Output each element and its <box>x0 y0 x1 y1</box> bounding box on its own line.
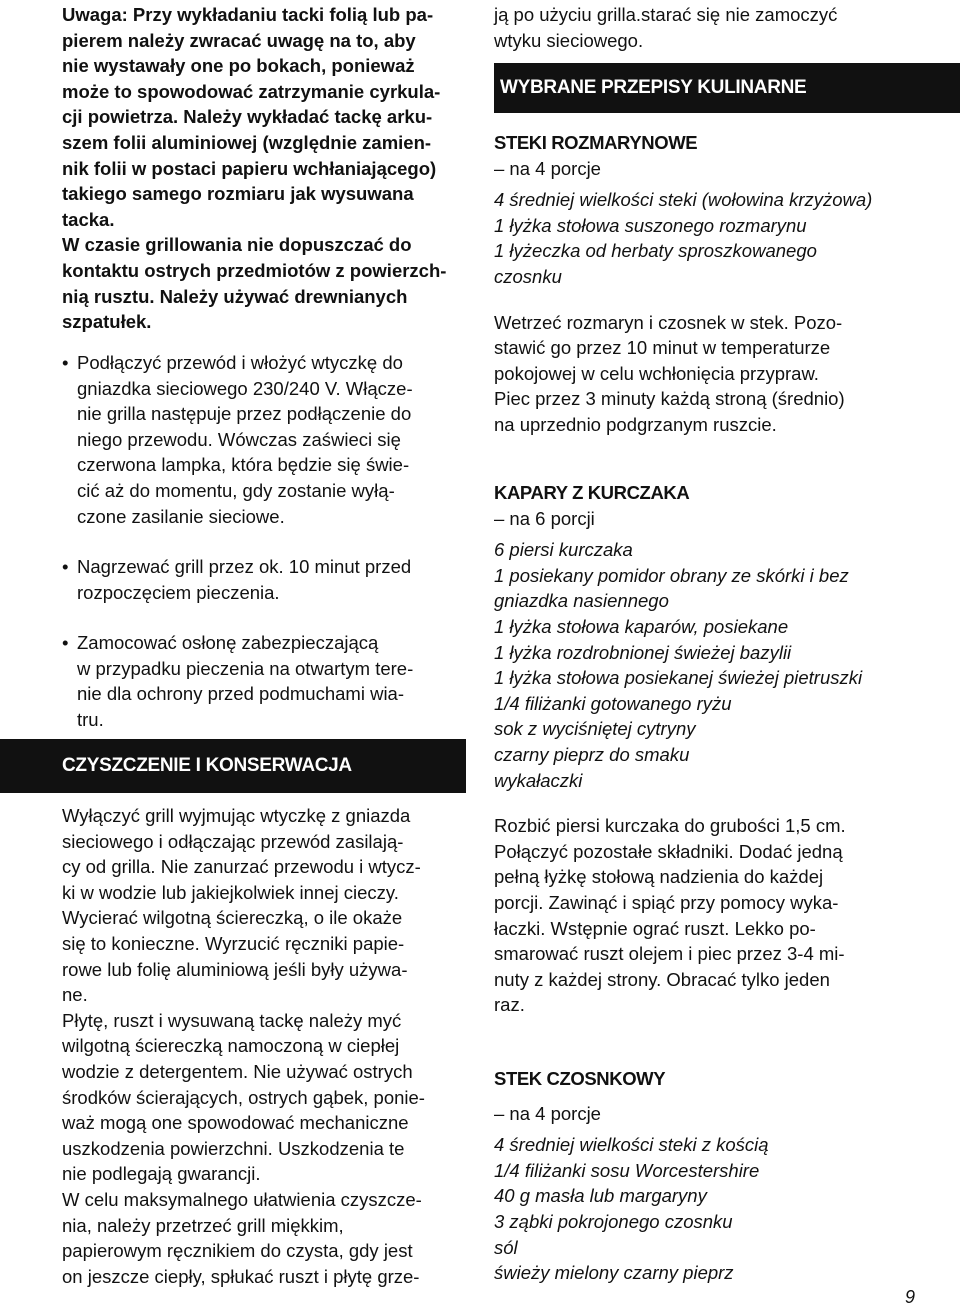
text-line: pełną łyżkę stołową nadzienia do każdej <box>494 866 824 888</box>
text-line: tru. <box>77 708 104 730</box>
recipes-section-title: WYBRANE PRZEPISY KULINARNE <box>500 77 807 98</box>
text-line: łaczki. Wstępnie ograć ruszt. Lekko po- <box>494 917 816 939</box>
text-line: pokojowej w celu wchłonięcia przypraw. <box>494 362 819 384</box>
recipe-garlic-steak <box>494 1066 898 1286</box>
text-line: rozpoczęciem pieczenia. <box>77 581 280 603</box>
text-line: ki w wodzie lub jakiejkolwiek innej cieczy. <box>62 881 399 903</box>
page-number: 9 <box>905 1287 916 1307</box>
text-line: 3 ząbki pokrojonego czosnku <box>494 1210 733 1232</box>
text-line: Płytę, ruszt i wysuwaną tackę należy myć <box>62 1009 402 1031</box>
text-line: 1 łyżeczka od herbaty sproszkowanego <box>494 240 817 262</box>
recipe-title: STEK CZOSNKOWY <box>494 1068 666 1089</box>
text-line: porcji. Zawinąć i spiąć przy pomocy wyka- <box>494 891 839 913</box>
recipe-portions: – na 4 porcje <box>494 157 601 179</box>
text-line: nie wystawały one po bokach, ponieważ <box>62 55 415 77</box>
text-line: 1 łyżka stołowa suszonego rozmarynu <box>494 214 807 236</box>
continued-paragraph <box>494 2 898 53</box>
text-line: Zamocować osłonę zabezpieczającą <box>77 632 379 653</box>
recipe-rosemary-steaks <box>494 130 898 438</box>
text-line: Podłączyć przewód i włożyć wtyczkę do <box>77 352 403 373</box>
warning-paragraph <box>62 2 466 335</box>
recipe-chicken-capers <box>494 480 898 1018</box>
recipe-ingredients <box>494 187 898 289</box>
text-line: 6 piersi kurczaka <box>494 539 633 561</box>
text-line: czosnku <box>494 265 562 287</box>
cleaning-section-banner <box>0 739 466 793</box>
text-line: niego przewodu. Wówczas zaświeci się <box>77 428 401 450</box>
text-line: 1/4 filiżanki sosu Worcestershire <box>494 1159 760 1181</box>
text-line: wtyku sieciowego. <box>494 29 644 51</box>
text-line: sól <box>494 1236 518 1258</box>
text-line: cić aż do momentu, gdy zostanie wyłą- <box>77 479 395 501</box>
text-line: Połączyć pozostałe składniki. Dodać jedną <box>494 840 843 862</box>
recipe-title: STEKI ROZMARYNOWE <box>494 132 698 153</box>
text-line: nik folii w postaci papieru wchłaniającego) <box>62 157 437 179</box>
text-line: nuty z każdej strony. Obracać tylko jeden <box>494 968 830 990</box>
text-line: 1 łyżka rozdrobnionej świeżej bazylii <box>494 641 792 663</box>
text-line: cy od grilla. Nie zanurzać przewodu i wtycz- <box>62 856 421 878</box>
text-line: uszkodzenia powierzchni. Uszkodzenia te <box>62 1137 405 1159</box>
text-line: takiego samego rozmiaru jak wysuwana <box>62 183 414 205</box>
text-line: czarny pieprz do smaku <box>494 743 690 765</box>
text-line: szpatułek. <box>62 311 152 333</box>
recipe-ingredients <box>494 537 898 793</box>
bullet-dot: • <box>62 632 69 653</box>
cleaning-section-title: CZYSZCZENIE I KONSERWACJA <box>62 755 352 776</box>
text-line: gniazdka nasiennego <box>494 590 669 612</box>
text-line: smarować ruszt olejem i piec przez 3-4 mi- <box>494 943 845 965</box>
text-line: papierowym ręcznikiem do czysta, gdy jest <box>62 1240 413 1262</box>
text-line: waż mogą one spowodować mechaniczne <box>62 1112 409 1134</box>
text-line: 4 średniej wielkości steki z kością <box>494 1134 769 1156</box>
text-line: on jeszcze ciepły, spłukać ruszt i płytę grze- <box>62 1265 420 1287</box>
text-line: szem folii aluminiowej (względnie zamien- <box>62 131 432 153</box>
bullet-shield <box>62 630 466 732</box>
text-line: może to spowodować zatrzymanie cyrkula- <box>62 80 441 102</box>
text-line: cji powietrza. Należy wykładać tackę arku- <box>62 106 433 128</box>
text-line: Wyłączyć grill wyjmując wtyczkę z gniazda <box>62 805 411 826</box>
text-line: stawić go przez 10 minut w temperaturze <box>494 337 831 359</box>
text-line: 1 posiekany pomidor obrany ze skórki i bez <box>494 564 849 586</box>
text-line: sieciowego i odłączając przewód zasilają- <box>62 830 404 852</box>
recipe-ingredients <box>494 1132 898 1286</box>
text-line: ne. <box>62 984 88 1006</box>
text-line: gniazdka sieciowego 230/240 V. Włącze- <box>77 377 413 399</box>
recipe-method <box>494 310 898 438</box>
text-line: sok z wyciśniętej cytryny <box>494 718 696 740</box>
text-line: w przypadku pieczenia na otwartym tere- <box>77 657 414 679</box>
text-line: się to konieczne. Wyrzucić ręczniki papie- <box>62 932 405 954</box>
text-line: Wetrzeć rozmaryn i czosnek w stek. Pozo- <box>494 311 843 333</box>
text-line: wodzie z detergentem. Nie używać ostrych <box>62 1060 413 1082</box>
text-line: Uwaga: Przy wykładaniu tacki folią lub pa- <box>62 4 434 25</box>
text-line: W czasie grillowania nie dopuszczać do <box>62 234 412 256</box>
text-line: nie grilla następuje przez podłączenie do <box>77 403 412 425</box>
text-line: 40 g masła lub margaryny <box>494 1185 707 1207</box>
text-line: środków ścierających, ostrych gąbek, ponie- <box>62 1086 425 1108</box>
recipe-method <box>494 813 898 1018</box>
text-line: świeży mielony czarny pieprz <box>494 1262 734 1284</box>
recipe-title: KAPARY Z KURCZAKA <box>494 482 690 503</box>
text-line: wykałaczki <box>494 769 583 791</box>
bullet-dot: • <box>62 352 69 373</box>
text-line: na uprzednio podgrzanym ruszcie. <box>494 413 777 435</box>
text-line: kontaktu ostrych przedmiotów z powierzch- <box>62 259 447 281</box>
text-line: ją po użyciu grilla.starać się nie zamoczyć <box>494 4 838 25</box>
recipes-section-banner <box>494 63 960 113</box>
text-line: 1/4 filiżanki gotowanego ryżu <box>494 692 732 714</box>
text-line: nia, należy przetrzeć grill miękkim, <box>62 1214 344 1236</box>
text-line: Wycierać wilgotną ściereczką, o ile okaże <box>62 907 403 929</box>
text-line: Piec przez 3 minuty każdą stroną (średnio) <box>494 388 845 410</box>
bullet-preheat <box>62 554 466 605</box>
text-line: pierem należy zwracać uwagę na to, aby <box>62 29 416 51</box>
text-line: Nagrzewać grill przez ok. 10 minut przed <box>77 556 412 577</box>
text-line: Rozbić piersi kurczaka do grubości 1,5 cm. <box>494 815 846 837</box>
text-line: czerwona lampka, która będzie się świe- <box>77 454 410 476</box>
recipe-portions: – na 4 porcje <box>494 1102 601 1124</box>
text-line: czone zasilanie sieciowe. <box>77 505 285 527</box>
text-line: W celu maksymalnego ułatwienia czyszcze- <box>62 1188 422 1210</box>
text-line: 1 łyżka stołowa kaparów, posiekane <box>494 615 789 637</box>
text-line: nie podlegają gwarancji. <box>62 1163 261 1185</box>
text-line: 4 średniej wielkości steki (wołowina krzyżowa) <box>494 189 873 211</box>
text-line: tacka. <box>62 208 115 230</box>
text-line: wilgotną ściereczką namoczoną w ciepłej <box>62 1035 400 1057</box>
text-line: rowe lub folię aluminiową jeśli były używa- <box>62 958 408 980</box>
text-line: nie dla ochrony przed podmuchami wia- <box>77 683 405 705</box>
bullet-connect-power <box>62 350 466 529</box>
cleaning-paragraph <box>62 803 466 1289</box>
text-line: 1 łyżka stołowa posiekanej świeżej pietruszki <box>494 667 863 689</box>
text-line: nią rusztu. Należy używać drewnianych <box>62 285 408 307</box>
recipe-portions: – na 6 porcji <box>494 507 595 529</box>
text-line: raz. <box>494 994 525 1016</box>
bullet-dot: • <box>62 556 69 577</box>
